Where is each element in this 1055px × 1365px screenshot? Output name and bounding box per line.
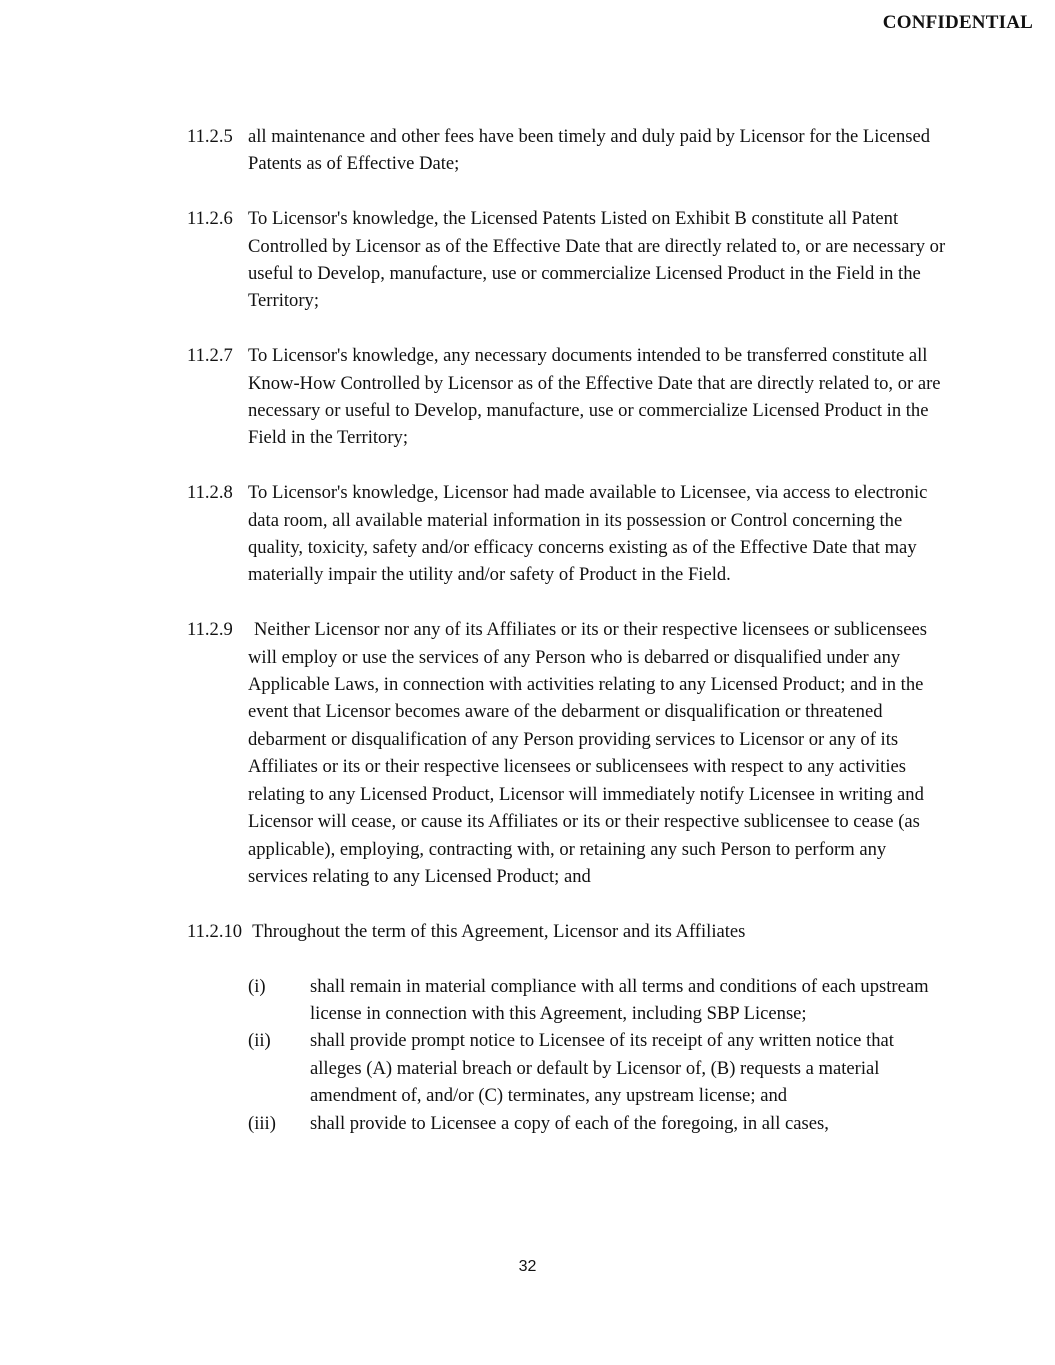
clause-11-2-10 (187, 918, 947, 945)
subitem-text: shall remain in material compliance with all terms and conditions of each upstream license in connection with this Agreement, including SBP License; (310, 975, 929, 1024)
clause-text: To Licensor's knowledge, Licensor had made available to Licensee, via access to electronic data room, all available material information in its possession or Control concerning the quality, toxicity, safety and/or efficacy concerns existing as of the Effective Date that may materially impair the utility and/or safety of Product in the Field. (248, 482, 928, 586)
clause-11-2-5 (187, 123, 947, 178)
clause-number: 11.2.10 (187, 920, 243, 942)
clause-number: 11.2.9 (187, 619, 233, 641)
clause-11-2-8 (187, 479, 947, 589)
clause-text: To Licensor's knowledge, any necessary documents intended to be transferred constitute all Know-How Controlled by Licensor as of the Effective Date that are directly related to, or are necessary or useful to Develop, manufacture, use or commercialize Licensed Product in the Field in the Territory; (248, 345, 941, 449)
confidential-header: CONFIDENTIAL (882, 12, 1033, 33)
clause-number: 11.2.5 (187, 126, 233, 147)
subitem-marker: (iii) (248, 1112, 276, 1134)
clause-number: 11.2.7 (187, 345, 233, 367)
subitem-text: shall provide prompt notice to Licensee of its receipt of any written notice that alleges (A) material breach or default by Licensor of, (B) requests a material amendment of, and/or (C) terminates, any upstream license; and (310, 1030, 894, 1107)
clause-11-2-7 (187, 342, 947, 452)
clause-number: 11.2.6 (187, 208, 233, 230)
subitem-iii (248, 1110, 947, 1137)
page-number: 32 (518, 1258, 537, 1275)
document-body (187, 123, 947, 1137)
clause-text: all maintenance and other fees have been timely and duly paid by Licensor for the Licensed Patents as of Effective Date; (248, 126, 931, 175)
clause-11-2-10-sublist (248, 973, 947, 1137)
clause-text: Throughout the term of this Agreement, Licensor and its Affiliates (252, 920, 746, 942)
subitem-marker: (i) (248, 975, 266, 997)
subitem-i (248, 973, 947, 1028)
subitem-ii (248, 1027, 947, 1109)
clause-11-2-6 (187, 205, 947, 315)
subitem-marker: (ii) (248, 1030, 271, 1052)
clause-text: To Licensor's knowledge, the Licensed Patents Listed on Exhibit B constitute all Patent Controlled by Licensor as of the Effective Date that are directly related to, or are necessary or useful to Develop, manufacture, use or commercialize Licensed Product in the Field in the Territory; (248, 208, 946, 312)
clause-11-2-9 (187, 616, 947, 890)
clause-number: 11.2.8 (187, 482, 233, 504)
subitem-text: shall provide to Licensee a copy of each of the foregoing, in all cases, (310, 1112, 829, 1134)
clause-text: Neither Licensor nor any of its Affiliates or its or their respective licensees or sublicensees will employ or use the services of any Person who is debarred or disqualified under any Applicable Laws, in connection with activities relating to any Licensed Product; and in the event that Licensor becomes aware of the debarment or disqualification or threatened debarment or disqualification of any Person providing services to Licensor or any of its Affiliates or its or their respective licensees or sublicensees with respect to any activities relating to any Licensed Product, Licensor will immediately notify Licensee in writing and Licensor will cease, or cause its Affiliates or its or their respective sublicensee to cease (as applicable), employing, contracting with, or retaining any such Person to perform any services relating to any Licensed Product; and (248, 619, 927, 887)
